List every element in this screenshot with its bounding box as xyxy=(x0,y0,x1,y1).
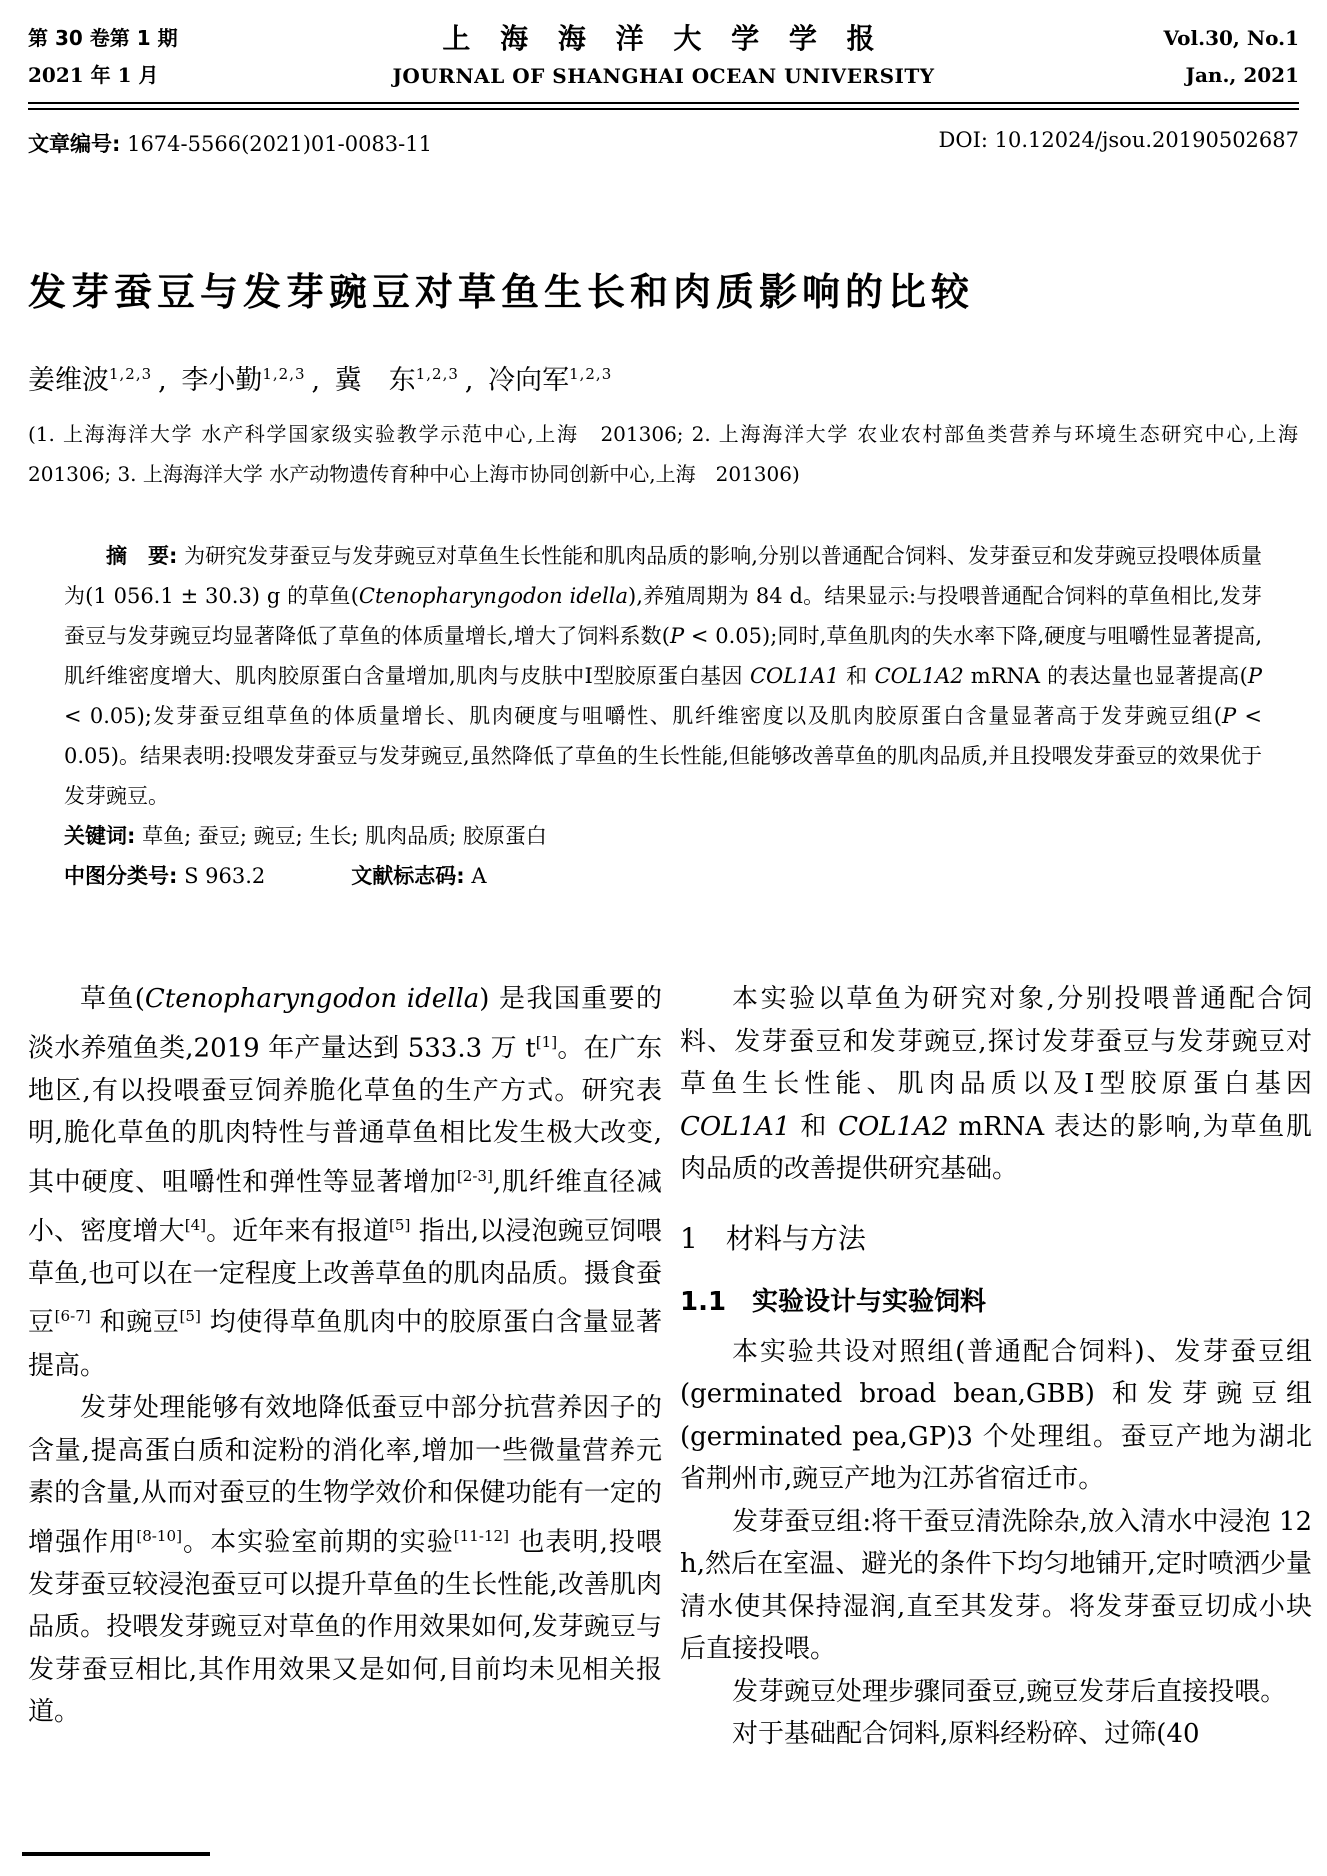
article-number-label: 文章编号: xyxy=(28,132,121,156)
subsection-heading-1-1: 1.1 实验设计与实验饲料 xyxy=(680,1287,987,1317)
clc-value: S 963.2 xyxy=(177,864,266,888)
article-number-line xyxy=(28,128,432,158)
author-1-superscript: 1,2,3 xyxy=(109,365,153,383)
clc-label: 中图分类号: xyxy=(64,864,178,888)
methods-paragraph-4: 对于基础配合饲料,原料经粉碎、过筛(40 xyxy=(732,1719,1200,1749)
abstract-block xyxy=(64,536,1262,896)
intro-paragraph-2: 发芽处理能够有效地降低蚕豆中部分抗营养因子的含量,提高蛋白质和淀粉的消化率,增加一些微量营养元素的含量,从而对蚕豆的生物学效价和保健功能有一定的增强作用[8-10]。本实验室前期的实验[11-12] 也表明,投喂发芽蚕豆较浸泡蚕豆可以提升草鱼的生长性能,改善肌肉品质。投喂发芽豌豆对草鱼的作用效果如何,发芽豌豆与发芽蚕豆相比,其作用效果又是如何,目前均未见相关报道。 xyxy=(28,1393,662,1728)
author-3-superscript: 1,2,3 xyxy=(415,365,459,383)
journal-issue-cn: 第 30 卷第 1 期 xyxy=(28,26,178,50)
author-3 xyxy=(335,365,459,396)
article-meta-row xyxy=(28,128,1299,158)
authors-line xyxy=(28,358,612,397)
journal-date-cn: 2021 年 1 月 xyxy=(28,63,159,87)
keywords-text: 草鱼; 蚕豆; 豌豆; 生长; 肌肉品质; 胶原蛋白 xyxy=(135,824,547,848)
journal-vol-block xyxy=(1074,20,1299,94)
article-number-value: 1674-5566(2021)01-0083-11 xyxy=(120,132,432,156)
abstract-text: 为研究发芽蚕豆与发芽豌豆对草鱼生长性能和肌肉品质的影响,分别以普通配合饲料、发芽蚕豆和发芽豌豆投喂体质量为(1 056.1 ± 30.3) g 的草鱼(Ctenopharyngodon idella),养殖周期为 84 d。结果显示:与投喂普通配合饲料的草鱼相比,发芽蚕豆与发芽豌豆均显著降低了草鱼的体质量增长,增大了饲料系数(P < 0.05);同时,草鱼肌肉的失水率下降,硬度与咀嚼性显著提高,肌纤维密度增大、肌肉胶原蛋白含量增加,肌肉与皮肤中Ⅰ型胶原蛋白基因 COL1A1 和 COL1A2 mRNA 的表达量也显著提高(P < 0.05);发芽蚕豆组草鱼的体质量增长、肌肉硬度与咀嚼性、肌纤维密度以及肌肉胶原蛋白含量显著高于发芽豌豆组(P < 0.05)。结果表明:投喂发芽蚕豆与发芽豌豆,虽然降低了草鱼的生长性能,但能够改善草鱼的肌肉品质,并且投喂发芽蚕豆的效果优于发芽豌豆。 xyxy=(64,544,1262,808)
doi-line: DOI: 10.12024/jsou.20190502687 xyxy=(938,128,1299,152)
journal-title-cn: 上 海 海 洋 大 学 学 报 xyxy=(442,22,885,55)
section-heading-1: 1 材料与方法 xyxy=(680,1221,866,1255)
doc-code-value: A xyxy=(464,864,487,888)
clc-line xyxy=(64,856,1262,896)
author-1 xyxy=(28,365,152,396)
left-column xyxy=(28,978,662,1734)
journal-date-en: Jan., 2021 xyxy=(1185,63,1299,87)
journal-vol-en: Vol.30, No.1 xyxy=(1163,26,1299,50)
author-2 xyxy=(181,365,305,396)
journal-issue-block xyxy=(28,20,253,94)
methods-paragraph-2: 发芽蚕豆组:将干蚕豆清洗除杂,放入清水中浸泡 12 h,然后在室温、避光的条件下均匀地铺开,定时喷洒少量清水使其保持湿润,直至其发芽。将发芽蚕豆切成小块后直接投喂。 xyxy=(680,1506,1312,1664)
right-column xyxy=(680,978,1312,1756)
author-separator: , xyxy=(311,365,321,396)
intro-paragraph-3: 本实验以草鱼为研究对象,分别投喂普通配合饲料、发芽蚕豆和发芽豌豆,探讨发芽蚕豆与发芽豌豆对草鱼生长性能、肌肉品质以及Ⅰ型胶原蛋白基因 COL1A1 和 COL1A2 mRNA 表达的影响,为草鱼肌肉品质的改善提供研究基础。 xyxy=(680,984,1313,1184)
author-3-name: 冀 东 xyxy=(334,365,416,396)
author-separator: , xyxy=(464,365,474,396)
author-separator: , xyxy=(158,365,167,396)
keywords-line xyxy=(64,816,1262,856)
footnote-rule xyxy=(22,1852,210,1856)
author-1-name: 姜维波 xyxy=(28,365,109,396)
journal-header xyxy=(28,20,1299,94)
abstract-paragraph xyxy=(64,536,1262,816)
keywords-label: 关键词: xyxy=(64,824,136,848)
methods-paragraph-1: 本实验共设对照组(普通配合饲料)、发芽蚕豆组(germinated broad bean,GBB) 和发芽豌豆组(germinated pea,GP)3 个处理组。蚕豆产地为湖北省荆州市,豌豆产地为江苏省宿迁市。 xyxy=(680,1336,1312,1494)
abstract-label: 摘 要: xyxy=(106,544,178,568)
affiliations: (1. 上海海洋大学 水产科学国家级实验教学示范中心,上海 201306; 2. 上海海洋大学 农业农村部鱼类营养与环境生态研究中心,上海 201306; 3. 上海海洋大学 水产动物遗传育种中心上海市协同创新中心,上海 201306) xyxy=(28,422,1318,486)
doc-code-label: 文献标志码: xyxy=(351,864,465,888)
author-4-name: 冷向军 xyxy=(488,365,570,396)
author-2-name: 李小勤 xyxy=(181,365,263,396)
header-double-rule xyxy=(28,102,1299,110)
journal-title-en: JOURNAL OF SHANGHAI OCEAN UNIVERSITY xyxy=(392,64,935,88)
paper-title: 发芽蚕豆与发芽豌豆对草鱼生长和肉质影响的比较 xyxy=(28,270,975,315)
author-4-superscript: 1,2,3 xyxy=(569,365,613,383)
author-2-superscript: 1,2,3 xyxy=(262,365,306,383)
journal-title-block xyxy=(253,20,1074,94)
intro-paragraph-1: 草鱼(Ctenopharyngodon idella) 是我国重要的淡水养殖鱼类,2019 年产量达到 533.3 万 t[1]。在广东地区,有以投喂蚕豆饲养脆化草鱼的生产方式。研究表明,脆化草鱼的肌肉特性与普通草鱼相比发生极大改变,其中硬度、咀嚼性和弹性等显著增加[2-3],肌纤维直径减小、密度增大[4]。近年来有报道[5] 指出,以浸泡豌豆饲喂草鱼,也可以在一定程度上改善草鱼的肌肉品质。摄食蚕豆[6-7] 和豌豆[5] 均使得草鱼肌肉中的胶原蛋白含量显著提高。 xyxy=(28,984,662,1381)
methods-paragraph-3: 发芽豌豆处理步骤同蚕豆,豌豆发芽后直接投喂。 xyxy=(732,1676,1287,1707)
author-4 xyxy=(488,365,612,396)
